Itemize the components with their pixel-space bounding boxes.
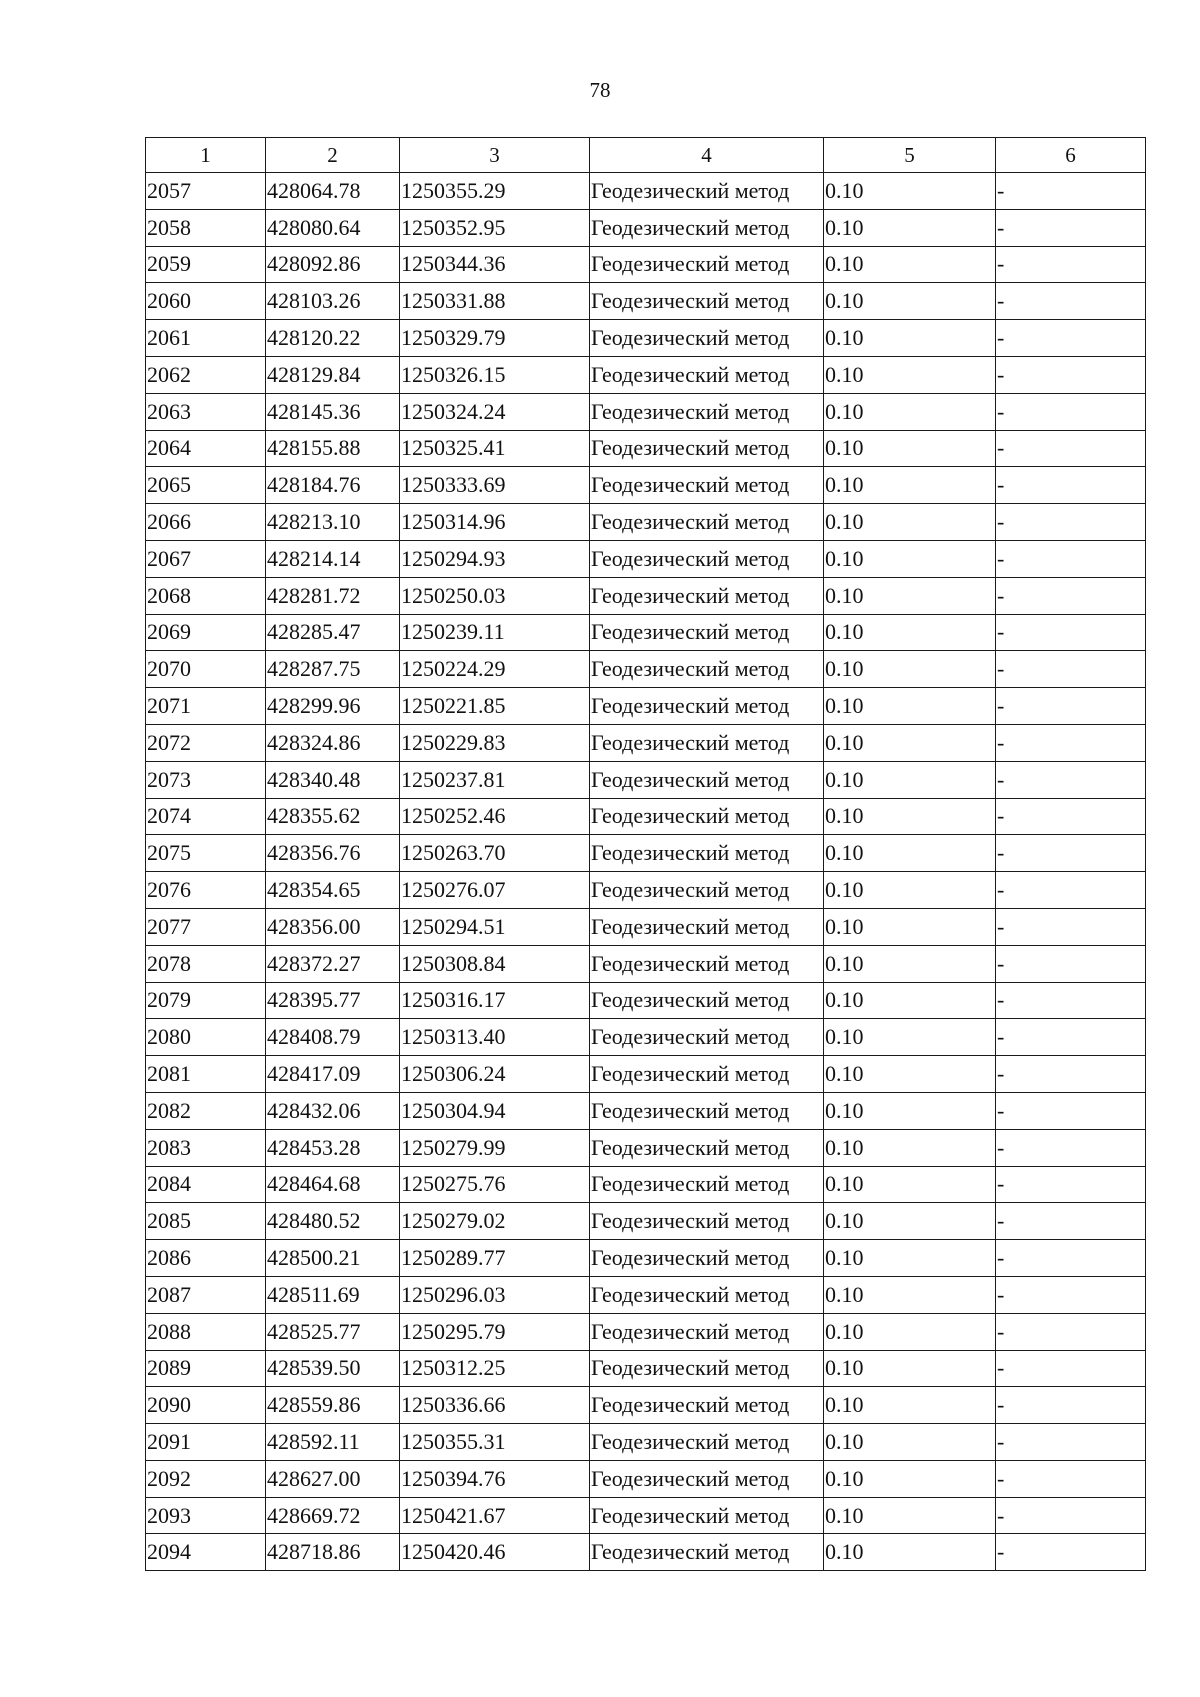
table-cell-col-5: 0.10 xyxy=(824,1497,996,1534)
table-cell-col-4: Геодезический метод xyxy=(590,1313,824,1350)
table-cell-col-4: Геодезический метод xyxy=(590,393,824,430)
table-cell-col-1: 2088 xyxy=(146,1313,266,1350)
table-cell-col-3: 1250325.41 xyxy=(400,430,590,467)
table-row xyxy=(146,651,1146,688)
table-cell-col-2: 428500.21 xyxy=(266,1240,400,1277)
table-body xyxy=(146,173,1146,1571)
table-cell-col-6: - xyxy=(996,872,1146,909)
table-cell-col-1: 2075 xyxy=(146,835,266,872)
table-cell-col-6: - xyxy=(996,908,1146,945)
table-cell-col-5: 0.10 xyxy=(824,1350,996,1387)
table-row xyxy=(146,1534,1146,1571)
table-cell-col-6: - xyxy=(996,1460,1146,1497)
table-cell-col-6: - xyxy=(996,1129,1146,1166)
table-cell-col-4: Геодезический метод xyxy=(590,1350,824,1387)
table-cell-col-4: Геодезический метод xyxy=(590,356,824,393)
table-cell-col-2: 428539.50 xyxy=(266,1350,400,1387)
table-cell-col-1: 2076 xyxy=(146,872,266,909)
table-cell-col-4: Геодезический метод xyxy=(590,908,824,945)
column-header-3: 3 xyxy=(400,138,590,173)
table-row xyxy=(146,393,1146,430)
table-cell-col-3: 1250229.83 xyxy=(400,724,590,761)
table-cell-col-3: 1250421.67 xyxy=(400,1497,590,1534)
table-row xyxy=(146,1203,1146,1240)
table-row xyxy=(146,577,1146,614)
header-row xyxy=(146,138,1146,173)
table-cell-col-5: 0.10 xyxy=(824,1387,996,1424)
table-cell-col-5: 0.10 xyxy=(824,945,996,982)
table-cell-col-1: 2078 xyxy=(146,945,266,982)
table-cell-col-2: 428354.65 xyxy=(266,872,400,909)
table-row xyxy=(146,982,1146,1019)
table-cell-col-1: 2057 xyxy=(146,173,266,210)
column-header-5: 5 xyxy=(824,138,996,173)
table-cell-col-1: 2059 xyxy=(146,246,266,283)
table-cell-col-3: 1250289.77 xyxy=(400,1240,590,1277)
table-cell-col-5: 0.10 xyxy=(824,467,996,504)
table-cell-col-3: 1250224.29 xyxy=(400,651,590,688)
table-cell-col-6: - xyxy=(996,430,1146,467)
table-cell-col-1: 2060 xyxy=(146,283,266,320)
table-cell-col-2: 428408.79 xyxy=(266,1019,400,1056)
table-cell-col-5: 0.10 xyxy=(824,1203,996,1240)
table-cell-col-4: Геодезический метод xyxy=(590,577,824,614)
table-cell-col-6: - xyxy=(996,320,1146,357)
table-cell-col-6: - xyxy=(996,577,1146,614)
table-cell-col-6: - xyxy=(996,945,1146,982)
table-cell-col-5: 0.10 xyxy=(824,320,996,357)
table-cell-col-3: 1250308.84 xyxy=(400,945,590,982)
table-cell-col-3: 1250279.02 xyxy=(400,1203,590,1240)
table-row xyxy=(146,1460,1146,1497)
table-cell-col-2: 428287.75 xyxy=(266,651,400,688)
table-cell-col-6: - xyxy=(996,540,1146,577)
table-cell-col-4: Геодезический метод xyxy=(590,1129,824,1166)
table-cell-col-5: 0.10 xyxy=(824,246,996,283)
table-cell-col-1: 2067 xyxy=(146,540,266,577)
table-row xyxy=(146,1240,1146,1277)
table-cell-col-6: - xyxy=(996,1276,1146,1313)
table-cell-col-3: 1250355.29 xyxy=(400,173,590,210)
table-cell-col-1: 2065 xyxy=(146,467,266,504)
table-cell-col-4: Геодезический метод xyxy=(590,1203,824,1240)
table-cell-col-6: - xyxy=(996,835,1146,872)
table-cell-col-6: - xyxy=(996,688,1146,725)
table-cell-col-2: 428464.68 xyxy=(266,1166,400,1203)
table-cell-col-3: 1250304.94 xyxy=(400,1092,590,1129)
table-cell-col-1: 2079 xyxy=(146,982,266,1019)
table-cell-col-2: 428092.86 xyxy=(266,246,400,283)
table-cell-col-6: - xyxy=(996,1387,1146,1424)
table-row xyxy=(146,356,1146,393)
table-cell-col-3: 1250312.25 xyxy=(400,1350,590,1387)
table-row xyxy=(146,283,1146,320)
table-row xyxy=(146,467,1146,504)
table-cell-col-4: Геодезический метод xyxy=(590,1534,824,1571)
table-cell-col-6: - xyxy=(996,1424,1146,1461)
table-cell-col-6: - xyxy=(996,1497,1146,1534)
table-cell-col-2: 428080.64 xyxy=(266,209,400,246)
table-cell-col-4: Геодезический метод xyxy=(590,835,824,872)
table-cell-col-4: Геодезический метод xyxy=(590,614,824,651)
table-cell-col-2: 428356.76 xyxy=(266,835,400,872)
table-cell-col-2: 428395.77 xyxy=(266,982,400,1019)
table-cell-col-5: 0.10 xyxy=(824,1166,996,1203)
table-cell-col-3: 1250294.93 xyxy=(400,540,590,577)
table-cell-col-2: 428356.00 xyxy=(266,908,400,945)
table-cell-col-3: 1250420.46 xyxy=(400,1534,590,1571)
table-cell-col-3: 1250294.51 xyxy=(400,908,590,945)
table-cell-col-3: 1250394.76 xyxy=(400,1460,590,1497)
table-cell-col-3: 1250331.88 xyxy=(400,283,590,320)
table-cell-col-3: 1250221.85 xyxy=(400,688,590,725)
table-cell-col-2: 428669.72 xyxy=(266,1497,400,1534)
table-row xyxy=(146,1387,1146,1424)
table-cell-col-6: - xyxy=(996,724,1146,761)
table-row xyxy=(146,1092,1146,1129)
table-cell-col-5: 0.10 xyxy=(824,724,996,761)
table-cell-col-1: 2080 xyxy=(146,1019,266,1056)
table-cell-col-6: - xyxy=(996,651,1146,688)
table-cell-col-2: 428559.86 xyxy=(266,1387,400,1424)
table-row xyxy=(146,246,1146,283)
table-cell-col-4: Геодезический метод xyxy=(590,651,824,688)
table-row xyxy=(146,798,1146,835)
table-cell-col-4: Геодезический метод xyxy=(590,246,824,283)
table-cell-col-4: Геодезический метод xyxy=(590,467,824,504)
table-cell-col-1: 2085 xyxy=(146,1203,266,1240)
table-cell-col-4: Геодезический метод xyxy=(590,173,824,210)
table-cell-col-3: 1250252.46 xyxy=(400,798,590,835)
table-cell-col-3: 1250355.31 xyxy=(400,1424,590,1461)
table-cell-col-6: - xyxy=(996,1019,1146,1056)
table-cell-col-5: 0.10 xyxy=(824,1424,996,1461)
table-cell-col-3: 1250263.70 xyxy=(400,835,590,872)
table-cell-col-5: 0.10 xyxy=(824,356,996,393)
table-cell-col-1: 2093 xyxy=(146,1497,266,1534)
table-cell-col-1: 2072 xyxy=(146,724,266,761)
table-cell-col-3: 1250316.17 xyxy=(400,982,590,1019)
table-row xyxy=(146,430,1146,467)
table-cell-col-2: 428340.48 xyxy=(266,761,400,798)
table-cell-col-4: Геодезический метод xyxy=(590,945,824,982)
coordinates-table xyxy=(145,137,1146,1571)
table-cell-col-2: 428511.69 xyxy=(266,1276,400,1313)
table-cell-col-3: 1250296.03 xyxy=(400,1276,590,1313)
table-cell-col-4: Геодезический метод xyxy=(590,1240,824,1277)
table-cell-col-5: 0.10 xyxy=(824,1092,996,1129)
table-row xyxy=(146,540,1146,577)
table-cell-col-2: 428324.86 xyxy=(266,724,400,761)
table-cell-col-2: 428214.14 xyxy=(266,540,400,577)
table-cell-col-1: 2063 xyxy=(146,393,266,430)
table-cell-col-1: 2082 xyxy=(146,1092,266,1129)
table-cell-col-2: 428627.00 xyxy=(266,1460,400,1497)
table-row xyxy=(146,1056,1146,1093)
table-cell-col-1: 2066 xyxy=(146,504,266,541)
table-row xyxy=(146,614,1146,651)
table-cell-col-3: 1250239.11 xyxy=(400,614,590,651)
table-row xyxy=(146,320,1146,357)
table-cell-col-5: 0.10 xyxy=(824,798,996,835)
table-cell-col-6: - xyxy=(996,393,1146,430)
table-cell-col-3: 1250276.07 xyxy=(400,872,590,909)
table-cell-col-1: 2090 xyxy=(146,1387,266,1424)
table-cell-col-1: 2071 xyxy=(146,688,266,725)
table-cell-col-6: - xyxy=(996,1203,1146,1240)
table-cell-col-3: 1250336.66 xyxy=(400,1387,590,1424)
table-row xyxy=(146,1129,1146,1166)
table-cell-col-6: - xyxy=(996,246,1146,283)
table-cell-col-5: 0.10 xyxy=(824,430,996,467)
table-cell-col-6: - xyxy=(996,209,1146,246)
column-header-1: 1 xyxy=(146,138,266,173)
table-cell-col-1: 2069 xyxy=(146,614,266,651)
table-cell-col-3: 1250326.15 xyxy=(400,356,590,393)
table-cell-col-1: 2081 xyxy=(146,1056,266,1093)
table-cell-col-6: - xyxy=(996,798,1146,835)
table-cell-col-5: 0.10 xyxy=(824,1056,996,1093)
table-cell-col-2: 428355.62 xyxy=(266,798,400,835)
table-cell-col-3: 1250237.81 xyxy=(400,761,590,798)
table-cell-col-5: 0.10 xyxy=(824,651,996,688)
table-cell-col-2: 428525.77 xyxy=(266,1313,400,1350)
table-cell-col-5: 0.10 xyxy=(824,173,996,210)
table-cell-col-4: Геодезический метод xyxy=(590,283,824,320)
table-row xyxy=(146,835,1146,872)
table-cell-col-4: Геодезический метод xyxy=(590,1276,824,1313)
table-cell-col-2: 428281.72 xyxy=(266,577,400,614)
table-cell-col-5: 0.10 xyxy=(824,1276,996,1313)
table-cell-col-1: 2062 xyxy=(146,356,266,393)
table-cell-col-5: 0.10 xyxy=(824,1019,996,1056)
table-cell-col-4: Геодезический метод xyxy=(590,209,824,246)
table-row xyxy=(146,688,1146,725)
table-cell-col-2: 428285.47 xyxy=(266,614,400,651)
table-cell-col-4: Геодезический метод xyxy=(590,1460,824,1497)
table-cell-col-5: 0.10 xyxy=(824,209,996,246)
table-cell-col-4: Геодезический метод xyxy=(590,982,824,1019)
table-cell-col-1: 2058 xyxy=(146,209,266,246)
column-header-6: 6 xyxy=(996,138,1146,173)
table-row xyxy=(146,908,1146,945)
table-cell-col-6: - xyxy=(996,173,1146,210)
table-row xyxy=(146,1313,1146,1350)
table-cell-col-6: - xyxy=(996,1534,1146,1571)
table-cell-col-5: 0.10 xyxy=(824,1313,996,1350)
table-cell-col-3: 1250352.95 xyxy=(400,209,590,246)
table-cell-col-1: 2061 xyxy=(146,320,266,357)
table-cell-col-2: 428299.96 xyxy=(266,688,400,725)
table-cell-col-3: 1250295.79 xyxy=(400,1313,590,1350)
table-cell-col-6: - xyxy=(996,1240,1146,1277)
table-cell-col-5: 0.10 xyxy=(824,283,996,320)
table-cell-col-6: - xyxy=(996,1092,1146,1129)
table-row xyxy=(146,173,1146,210)
table-cell-col-1: 2073 xyxy=(146,761,266,798)
table-row xyxy=(146,1424,1146,1461)
table-row xyxy=(146,1276,1146,1313)
table-cell-col-2: 428453.28 xyxy=(266,1129,400,1166)
table-cell-col-2: 428480.52 xyxy=(266,1203,400,1240)
table-cell-col-6: - xyxy=(996,761,1146,798)
table-cell-col-2: 428417.09 xyxy=(266,1056,400,1093)
table-cell-col-1: 2092 xyxy=(146,1460,266,1497)
table-cell-col-4: Геодезический метод xyxy=(590,798,824,835)
table-cell-col-1: 2074 xyxy=(146,798,266,835)
column-header-2: 2 xyxy=(266,138,400,173)
table-cell-col-5: 0.10 xyxy=(824,908,996,945)
page-number: 78 xyxy=(589,78,611,102)
table-cell-col-4: Геодезический метод xyxy=(590,320,824,357)
table-cell-col-2: 428145.36 xyxy=(266,393,400,430)
table-cell-col-2: 428718.86 xyxy=(266,1534,400,1571)
table-cell-col-6: - xyxy=(996,504,1146,541)
table-row xyxy=(146,1166,1146,1203)
table-cell-col-6: - xyxy=(996,982,1146,1019)
table-row xyxy=(146,209,1146,246)
table-cell-col-1: 2070 xyxy=(146,651,266,688)
table-cell-col-2: 428155.88 xyxy=(266,430,400,467)
table-cell-col-4: Геодезический метод xyxy=(590,761,824,798)
table-cell-col-1: 2077 xyxy=(146,908,266,945)
table-row xyxy=(146,872,1146,909)
table-row xyxy=(146,761,1146,798)
table-cell-col-5: 0.10 xyxy=(824,504,996,541)
table-cell-col-3: 1250275.76 xyxy=(400,1166,590,1203)
table-row xyxy=(146,1497,1146,1534)
table-cell-col-1: 2083 xyxy=(146,1129,266,1166)
table-cell-col-5: 0.10 xyxy=(824,982,996,1019)
table-cell-col-4: Геодезический метод xyxy=(590,724,824,761)
table-cell-col-4: Геодезический метод xyxy=(590,430,824,467)
table-cell-col-1: 2089 xyxy=(146,1350,266,1387)
table-cell-col-4: Геодезический метод xyxy=(590,872,824,909)
table-cell-col-3: 1250314.96 xyxy=(400,504,590,541)
table-cell-col-3: 1250306.24 xyxy=(400,1056,590,1093)
table-cell-col-2: 428432.06 xyxy=(266,1092,400,1129)
table-cell-col-6: - xyxy=(996,356,1146,393)
table-cell-col-2: 428064.78 xyxy=(266,173,400,210)
table-cell-col-4: Геодезический метод xyxy=(590,688,824,725)
table-cell-col-5: 0.10 xyxy=(824,1240,996,1277)
table-cell-col-6: - xyxy=(996,283,1146,320)
table-cell-col-5: 0.10 xyxy=(824,614,996,651)
table-cell-col-2: 428213.10 xyxy=(266,504,400,541)
table-cell-col-3: 1250250.03 xyxy=(400,577,590,614)
table-cell-col-1: 2094 xyxy=(146,1534,266,1571)
table-cell-col-1: 2064 xyxy=(146,430,266,467)
table-cell-col-3: 1250324.24 xyxy=(400,393,590,430)
table-cell-col-1: 2068 xyxy=(146,577,266,614)
table-cell-col-1: 2084 xyxy=(146,1166,266,1203)
table-cell-col-2: 428372.27 xyxy=(266,945,400,982)
table-cell-col-4: Геодезический метод xyxy=(590,1497,824,1534)
table-cell-col-5: 0.10 xyxy=(824,1129,996,1166)
table-cell-col-5: 0.10 xyxy=(824,540,996,577)
table-cell-col-3: 1250279.99 xyxy=(400,1129,590,1166)
table-row xyxy=(146,1019,1146,1056)
table-cell-col-4: Геодезический метод xyxy=(590,540,824,577)
table-cell-col-2: 428129.84 xyxy=(266,356,400,393)
table-cell-col-3: 1250333.69 xyxy=(400,467,590,504)
table-cell-col-3: 1250329.79 xyxy=(400,320,590,357)
table-cell-col-3: 1250313.40 xyxy=(400,1019,590,1056)
table-cell-col-6: - xyxy=(996,1166,1146,1203)
table-row xyxy=(146,724,1146,761)
table-cell-col-5: 0.10 xyxy=(824,1460,996,1497)
table-row xyxy=(146,945,1146,982)
table-cell-col-6: - xyxy=(996,467,1146,504)
table-cell-col-4: Геодезический метод xyxy=(590,1424,824,1461)
table-cell-col-3: 1250344.36 xyxy=(400,246,590,283)
table-cell-col-5: 0.10 xyxy=(824,577,996,614)
table-cell-col-4: Геодезический метод xyxy=(590,1019,824,1056)
column-header-4: 4 xyxy=(590,138,824,173)
table-cell-col-1: 2086 xyxy=(146,1240,266,1277)
table-cell-col-5: 0.10 xyxy=(824,872,996,909)
table-cell-col-4: Геодезический метод xyxy=(590,1092,824,1129)
table-cell-col-6: - xyxy=(996,1350,1146,1387)
table-cell-col-4: Геодезический метод xyxy=(590,504,824,541)
table-cell-col-4: Геодезический метод xyxy=(590,1387,824,1424)
table-row xyxy=(146,1350,1146,1387)
table-cell-col-6: - xyxy=(996,1313,1146,1350)
table-cell-col-4: Геодезический метод xyxy=(590,1056,824,1093)
table-cell-col-1: 2091 xyxy=(146,1424,266,1461)
table-cell-col-5: 0.10 xyxy=(824,761,996,798)
table-cell-col-2: 428120.22 xyxy=(266,320,400,357)
table-row xyxy=(146,504,1146,541)
table-cell-col-2: 428592.11 xyxy=(266,1424,400,1461)
table-cell-col-4: Геодезический метод xyxy=(590,1166,824,1203)
table-cell-col-2: 428103.26 xyxy=(266,283,400,320)
table-cell-col-1: 2087 xyxy=(146,1276,266,1313)
table-cell-col-2: 428184.76 xyxy=(266,467,400,504)
table-cell-col-6: - xyxy=(996,614,1146,651)
table-cell-col-5: 0.10 xyxy=(824,688,996,725)
table-cell-col-5: 0.10 xyxy=(824,393,996,430)
table-cell-col-5: 0.10 xyxy=(824,835,996,872)
table-cell-col-6: - xyxy=(996,1056,1146,1093)
table-cell-col-5: 0.10 xyxy=(824,1534,996,1571)
